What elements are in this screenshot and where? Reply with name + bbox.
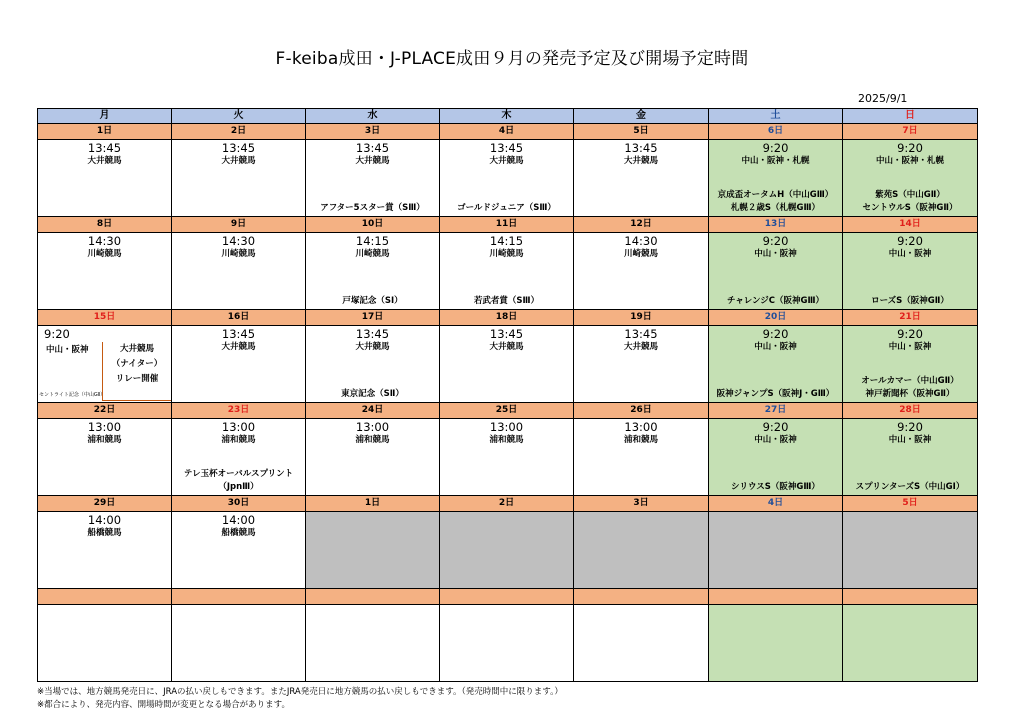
- venue-name: 中山・阪神・札幌: [741, 156, 810, 166]
- open-time: 9:20: [762, 141, 789, 155]
- open-time: 13:45: [221, 327, 256, 341]
- venue-name: 浦和競馬: [489, 435, 524, 445]
- venue-name: 川崎競馬: [355, 249, 390, 259]
- open-time: 14:15: [355, 234, 390, 248]
- schedule-cell: [843, 326, 978, 403]
- featured-race: スプリンターズS（中山GⅠ）: [855, 482, 965, 492]
- schedule-cell: [843, 419, 978, 496]
- weekday-header: 土: [709, 109, 843, 124]
- date-cell: [709, 589, 843, 605]
- schedule-cell: [574, 512, 709, 589]
- date-cell: 2日: [172, 124, 306, 140]
- featured-races: [306, 295, 439, 308]
- venue-name: 大井競馬: [87, 156, 122, 166]
- featured-race: 京成盃オータムH（中山GⅢ）: [717, 190, 834, 200]
- schedule-cell: [38, 512, 172, 589]
- venue-name: 浦和競馬: [623, 435, 658, 445]
- open-time: 9:20: [762, 234, 789, 248]
- open-time: 14:15: [489, 234, 524, 248]
- date-cell: 17日: [306, 310, 440, 326]
- schedule-cell: [843, 140, 978, 217]
- featured-races: [172, 468, 305, 494]
- featured-race: 東京記念（SⅡ）: [341, 389, 404, 399]
- weekday-header-row: [38, 109, 978, 124]
- featured-race: 戸塚記念（SⅠ）: [342, 296, 403, 306]
- date-cell: 3日: [574, 496, 709, 512]
- date-cell: 30日: [172, 496, 306, 512]
- featured-race: 紫苑S（中山GⅡ）: [875, 190, 945, 200]
- schedule-cell: [574, 419, 709, 496]
- featured-race: ローズS（阪神GⅡ）: [871, 296, 949, 306]
- schedule-row: [38, 233, 978, 310]
- date-row: [38, 217, 978, 233]
- schedule-cell: [306, 326, 440, 403]
- schedule-row: [38, 605, 978, 682]
- schedule-cell: [306, 233, 440, 310]
- schedule-cell: [440, 419, 574, 496]
- date-row: [38, 310, 978, 326]
- schedule-cell: [440, 605, 574, 682]
- venue-name: 中山・阪神: [754, 435, 797, 445]
- featured-race: テレ玉杯オーバルスプリント（JpnⅢ）: [183, 469, 294, 492]
- featured-race: 若武者賞（SⅢ）: [473, 296, 540, 306]
- schedule-cell: [440, 140, 574, 217]
- schedule-cell: [306, 140, 440, 217]
- issue-date: 2025/9/1: [858, 92, 908, 105]
- date-cell: 9日: [172, 217, 306, 233]
- schedule-cell: [843, 233, 978, 310]
- featured-races: [709, 388, 842, 401]
- venue-name: 船橋競馬: [87, 528, 122, 538]
- featured-race: 神戸新聞杯（阪神GⅡ）: [865, 389, 955, 399]
- venue-name: 船橋競馬: [221, 528, 256, 538]
- date-cell: 24日: [306, 403, 440, 419]
- schedule-cell: [172, 419, 306, 496]
- schedule-cell: [306, 419, 440, 496]
- featured-races: [306, 388, 439, 401]
- date-cell: 22日: [38, 403, 172, 419]
- schedule-cell: [172, 326, 306, 403]
- relay-note-box: [102, 342, 171, 401]
- venue-name: 大井競馬: [221, 156, 256, 166]
- open-time: 13:00: [489, 420, 524, 434]
- featured-race: 阪神ジャンプS（阪神J・GⅢ）: [716, 389, 835, 399]
- weekday-header: 木: [440, 109, 574, 124]
- date-cell: 15日: [38, 310, 172, 326]
- date-cell: 14日: [843, 217, 978, 233]
- date-cell: 10日: [306, 217, 440, 233]
- date-cell: 4日: [709, 496, 843, 512]
- date-cell: 5日: [843, 496, 978, 512]
- schedule-cell: [574, 140, 709, 217]
- venue-name: 浦和競馬: [87, 435, 122, 445]
- schedule-cell: [574, 233, 709, 310]
- featured-race: セントウルS（阪神GⅡ）: [862, 203, 958, 213]
- open-time: 13:00: [221, 420, 256, 434]
- relay-note-line: リレー開催: [115, 374, 159, 384]
- open-time: 9:20: [897, 234, 923, 248]
- weekday-header: 日: [843, 109, 978, 124]
- date-cell: 4日: [440, 124, 574, 140]
- weekday-header: 金: [574, 109, 709, 124]
- footnote: ※都合により、発売内容、開場時間が変更となる場合があります。: [37, 700, 290, 710]
- date-row: [38, 403, 978, 419]
- open-time: 14:30: [624, 234, 658, 248]
- featured-race: チャレンジC（阪神GⅢ）: [726, 296, 825, 306]
- open-time: 9:20: [762, 420, 789, 434]
- venue-name: 中山・阪神: [888, 435, 932, 445]
- open-time: 9:20: [897, 420, 923, 434]
- date-cell: 13日: [709, 217, 843, 233]
- date-cell: 2日: [440, 496, 574, 512]
- weekday-header: 月: [38, 109, 172, 124]
- open-time: 9:20: [762, 327, 789, 341]
- venue-name: 大井競馬: [623, 342, 658, 352]
- venue-name: 大井競馬: [221, 342, 256, 352]
- venue-name: 川崎競馬: [623, 249, 658, 259]
- schedule-cell: [440, 233, 574, 310]
- open-time: 14:00: [221, 513, 256, 527]
- date-cell: [574, 589, 709, 605]
- open-time: 13:00: [355, 420, 390, 434]
- date-cell: 3日: [306, 124, 440, 140]
- date-cell: 11日: [440, 217, 574, 233]
- schedule-row: [38, 419, 978, 496]
- footnote: ※当場では、地方競馬発売日に、JRAの払い戻しもできます。またJRA発売日に地方競馬の払い戻しもできます。（発売時間中に限ります。）: [37, 687, 563, 697]
- open-time: 13:00: [624, 420, 658, 434]
- schedule-cell: [709, 140, 843, 217]
- featured-races: [440, 202, 573, 215]
- schedule-cell: [709, 512, 843, 589]
- featured-race: 札幌２歳S（札幌GⅢ）: [730, 203, 821, 213]
- schedule-cell: [306, 605, 440, 682]
- open-time: 14:30: [87, 234, 122, 248]
- schedule-cell: [306, 512, 440, 589]
- schedule-cell: [440, 512, 574, 589]
- schedule-row: [38, 140, 978, 217]
- date-cell: 16日: [172, 310, 306, 326]
- schedule-cell: [38, 605, 172, 682]
- featured-races: [843, 189, 977, 215]
- venue-name: 大井競馬: [623, 156, 658, 166]
- schedule-cell: [574, 326, 709, 403]
- footnotes: [37, 686, 563, 712]
- date-cell: [38, 589, 172, 605]
- date-cell: 5日: [574, 124, 709, 140]
- open-time: 13:45: [355, 327, 390, 341]
- featured-races: [843, 481, 977, 494]
- date-row: [38, 589, 978, 605]
- venue-name: 大井競馬: [355, 156, 390, 166]
- date-cell: 19日: [574, 310, 709, 326]
- date-cell: [172, 589, 306, 605]
- venue-name: 浦和競馬: [221, 435, 256, 445]
- date-cell: 7日: [843, 124, 978, 140]
- venue-name: 中山・阪神・札幌: [875, 156, 944, 166]
- open-time: 9:20: [44, 327, 70, 341]
- date-cell: 28日: [843, 403, 978, 419]
- open-time: 13:45: [489, 327, 524, 341]
- schedule-cell: [440, 326, 574, 403]
- calendar-table: [37, 108, 978, 682]
- venue-name: 中山・阪神: [46, 345, 89, 355]
- date-row: [38, 496, 978, 512]
- venue-name: 川崎競馬: [221, 249, 256, 259]
- open-time: 13:00: [87, 420, 122, 434]
- schedule-cell: [38, 326, 172, 403]
- schedule-cell: [709, 419, 843, 496]
- venue-name: 大井競馬: [355, 342, 390, 352]
- date-cell: 1日: [306, 496, 440, 512]
- open-time: 9:20: [897, 141, 923, 155]
- venue-name: 大井競馬: [489, 156, 524, 166]
- featured-races: [440, 295, 573, 308]
- venue-name: 中山・阪神: [754, 249, 797, 259]
- date-cell: 6日: [709, 124, 843, 140]
- venue-name: 大井競馬: [489, 342, 524, 352]
- open-time: 13:45: [489, 141, 524, 155]
- schedule-cell: [574, 605, 709, 682]
- relay-note-line: （ナイター）: [111, 359, 163, 369]
- open-time: 13:45: [624, 141, 658, 155]
- venue-name: 中山・阪神: [754, 342, 797, 352]
- schedule-row: [38, 512, 978, 589]
- featured-races: [306, 202, 439, 215]
- open-time: 13:45: [87, 141, 122, 155]
- featured-race: オールカマー（中山GⅡ）: [861, 376, 959, 386]
- date-cell: 1日: [38, 124, 172, 140]
- date-cell: 20日: [709, 310, 843, 326]
- date-row: [38, 124, 978, 140]
- open-time: 14:00: [87, 513, 122, 527]
- schedule-cell: [709, 326, 843, 403]
- open-time: 14:30: [221, 234, 256, 248]
- date-cell: [843, 589, 978, 605]
- venue-name: 中山・阪神: [888, 249, 932, 259]
- schedule-cell: [38, 419, 172, 496]
- schedule-cell: [709, 233, 843, 310]
- featured-races: [843, 375, 977, 401]
- featured-races: [843, 295, 977, 308]
- venue-name: 川崎競馬: [87, 249, 122, 259]
- open-time: 13:45: [221, 141, 256, 155]
- weekday-header: 火: [172, 109, 306, 124]
- date-cell: 8日: [38, 217, 172, 233]
- date-cell: 18日: [440, 310, 574, 326]
- open-time: 9:20: [897, 327, 923, 341]
- venue-name: 浦和競馬: [355, 435, 390, 445]
- schedule-cell: [843, 512, 978, 589]
- relay-note-line: 大井競馬: [119, 344, 154, 354]
- featured-race: シリウスS（阪神GⅢ）: [731, 482, 820, 492]
- weekday-header: 水: [306, 109, 440, 124]
- schedule-cell: [172, 605, 306, 682]
- schedule-cell: [172, 233, 306, 310]
- schedule-cell: [843, 605, 978, 682]
- date-cell: 23日: [172, 403, 306, 419]
- date-cell: 29日: [38, 496, 172, 512]
- schedule-cell: [172, 140, 306, 217]
- featured-races: [709, 481, 842, 494]
- open-time: 13:45: [355, 141, 390, 155]
- schedule-cell: [172, 512, 306, 589]
- schedule-cell: [38, 140, 172, 217]
- featured-race: アフター5スター賞（SⅢ）: [320, 203, 425, 213]
- page-title: F-keiba成田・J-PLACE成田９月の発売予定及び開場予定時間: [275, 49, 749, 69]
- featured-race: ゴールドジュニア（SⅢ）: [457, 203, 556, 213]
- venue-name: 中山・阪神: [888, 342, 932, 352]
- featured-races: [709, 189, 842, 215]
- open-time: 13:45: [624, 327, 658, 341]
- date-cell: 26日: [574, 403, 709, 419]
- featured-races: [709, 295, 842, 308]
- date-cell: 12日: [574, 217, 709, 233]
- date-cell: [306, 589, 440, 605]
- date-cell: [440, 589, 574, 605]
- schedule-row: [38, 326, 978, 403]
- venue-name: 川崎競馬: [489, 249, 524, 259]
- date-cell: 25日: [440, 403, 574, 419]
- schedule-cell: [709, 605, 843, 682]
- schedule-cell: [38, 233, 172, 310]
- date-cell: 27日: [709, 403, 843, 419]
- featured-race: セントライト記念（中山GⅡ）: [39, 392, 106, 398]
- date-cell: 21日: [843, 310, 978, 326]
